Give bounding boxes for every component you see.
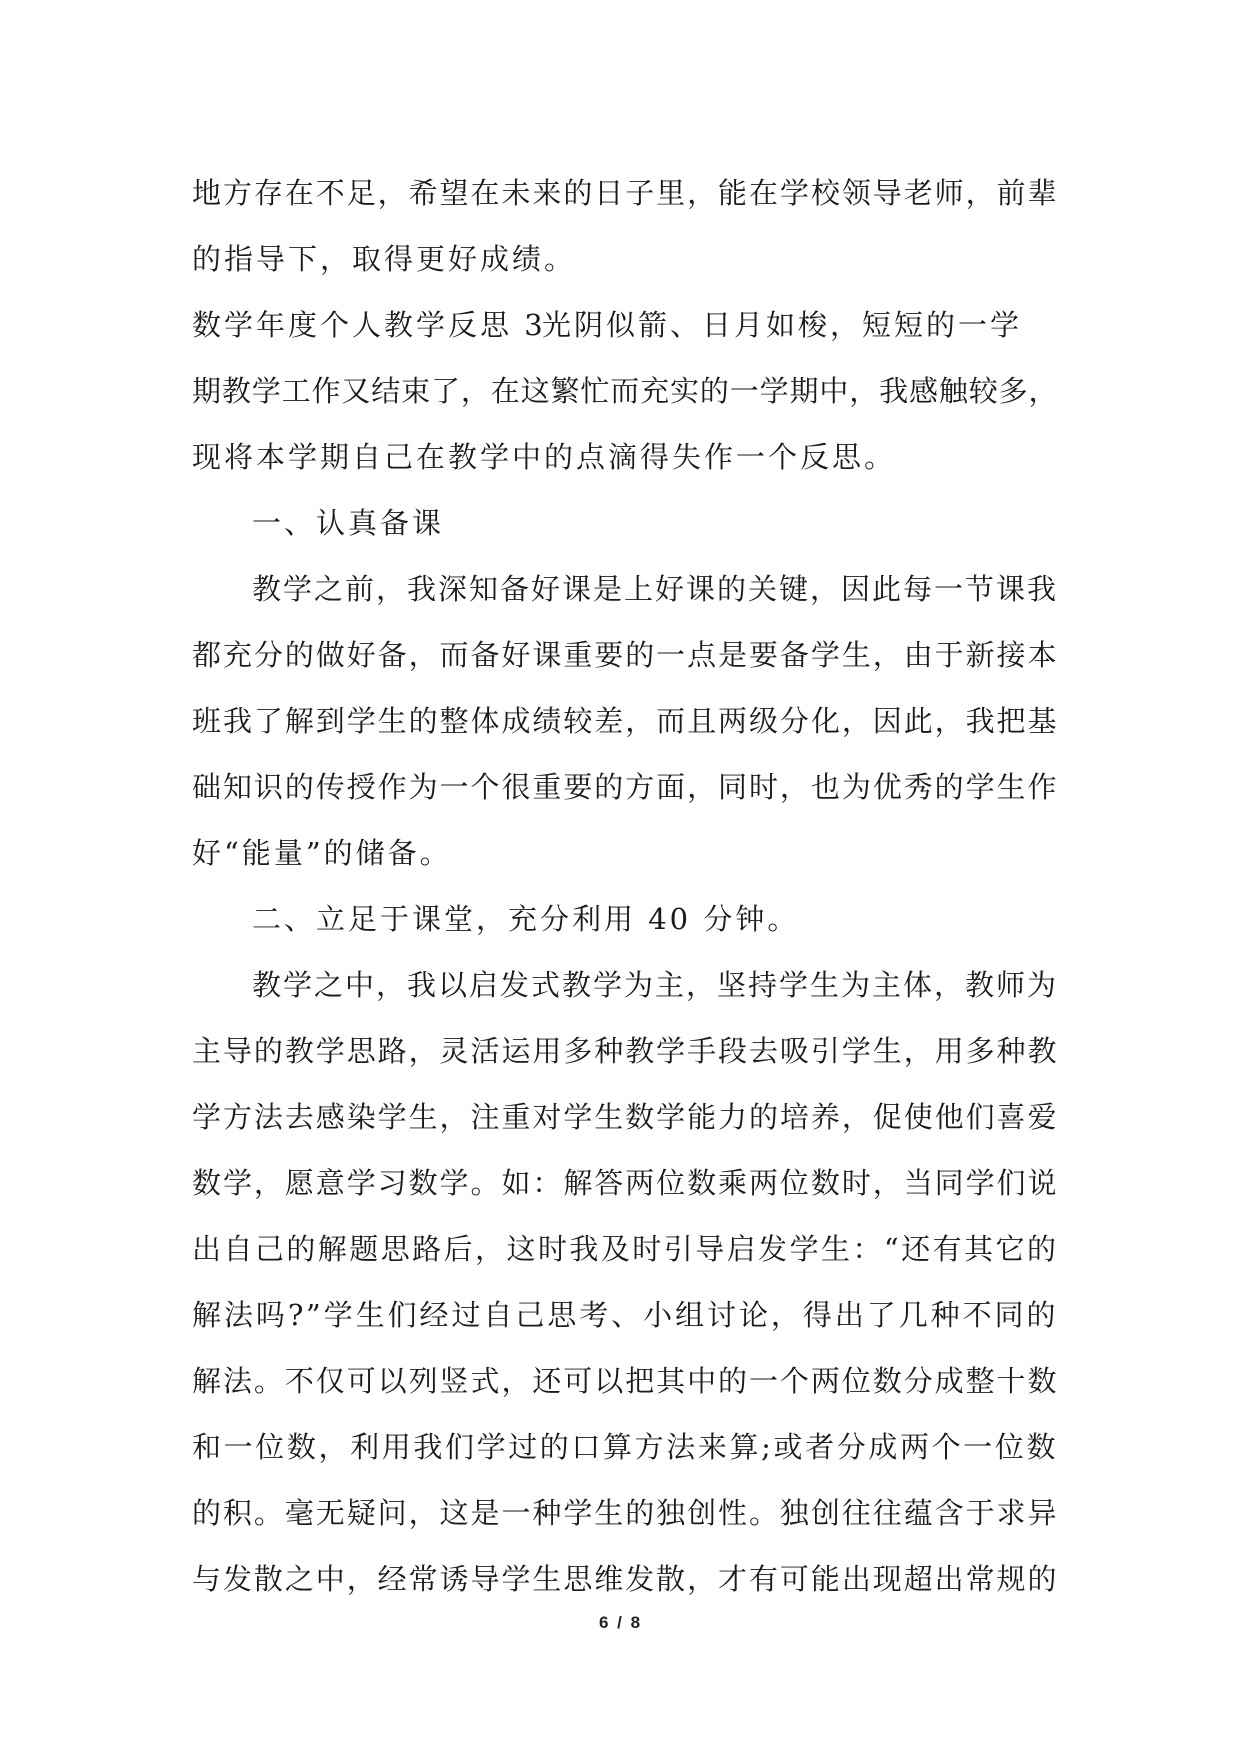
text-line: 数学，愿意学习数学。如：解答两位数乘两位数时，当同学们说 [192, 1166, 1058, 1200]
text-line: 班我了解到学生的整体成绩较差，而且两级分化，因此，我把基 [192, 704, 1058, 738]
section-heading: 数学年度个人教学反思 3 [192, 308, 546, 342]
text-line: 主导的教学思路，灵活运用多种教学手段去吸引学生，用多种教 [192, 1034, 1058, 1068]
text-line: 一、认真备课 [252, 506, 445, 540]
text-line: 的积。毫无疑问，这是一种学生的独创性。独创往往蕴含于求异 [192, 1496, 1058, 1530]
text-line: 出自己的解题思路后，这时我及时引导启发学生：“还有其它的 [192, 1232, 1058, 1266]
text-line [192, 292, 1058, 358]
text-line: 与发散之中，经常诱导学生思维发散，才有可能出现超出常规的 [192, 1562, 1058, 1596]
page-number: 6 / 8 [598, 1613, 643, 1632]
text-line: 教学之中，我以启发式教学为主，坚持学生为主体，教师为 [252, 968, 1059, 1002]
text-line: 解法。不仅可以列竖式，还可以把其中的一个两位数分成整十数 [192, 1364, 1058, 1398]
text-line: 教学之前，我深知备好课是上好课的关键，因此每一节课我 [252, 572, 1059, 606]
text-line: 的指导下，取得更好成绩。 [192, 242, 577, 276]
text-line-content: 光阴似箭、日月如梭，短短的一学 [542, 308, 1023, 342]
text-line: 现将本学期自己在教学中的点滴得失作一个反思。 [192, 440, 897, 474]
text-line: 础知识的传授作为一个很重要的方面，同时，也为优秀的学生作 [192, 770, 1058, 804]
body-text [192, 160, 1058, 1612]
text-line: 二、立足于课堂，充分利用 40 分钟。 [252, 902, 800, 936]
text-line: 学方法去感染学生，注重对学生数学能力的培养，促使他们喜爱 [192, 1100, 1058, 1134]
text-line: 期教学工作又结束了，在这繁忙而充实的一学期中，我感触较多， [192, 374, 1058, 408]
text-line: 好“能量”的储备。 [192, 836, 452, 870]
text-line: 解法吗?”学生们经过自己思考、小组讨论，得出了几种不同的 [192, 1298, 1058, 1332]
text-line: 都充分的做好备，而备好课重要的一点是要备学生，由于新接本 [192, 638, 1058, 672]
text-line: 和一位数，利用我们学过的口算方法来算;或者分成两个一位数 [192, 1430, 1058, 1464]
text-line: 地方存在不足，希望在未来的日子里，能在学校领导老师，前辈 [192, 176, 1058, 210]
